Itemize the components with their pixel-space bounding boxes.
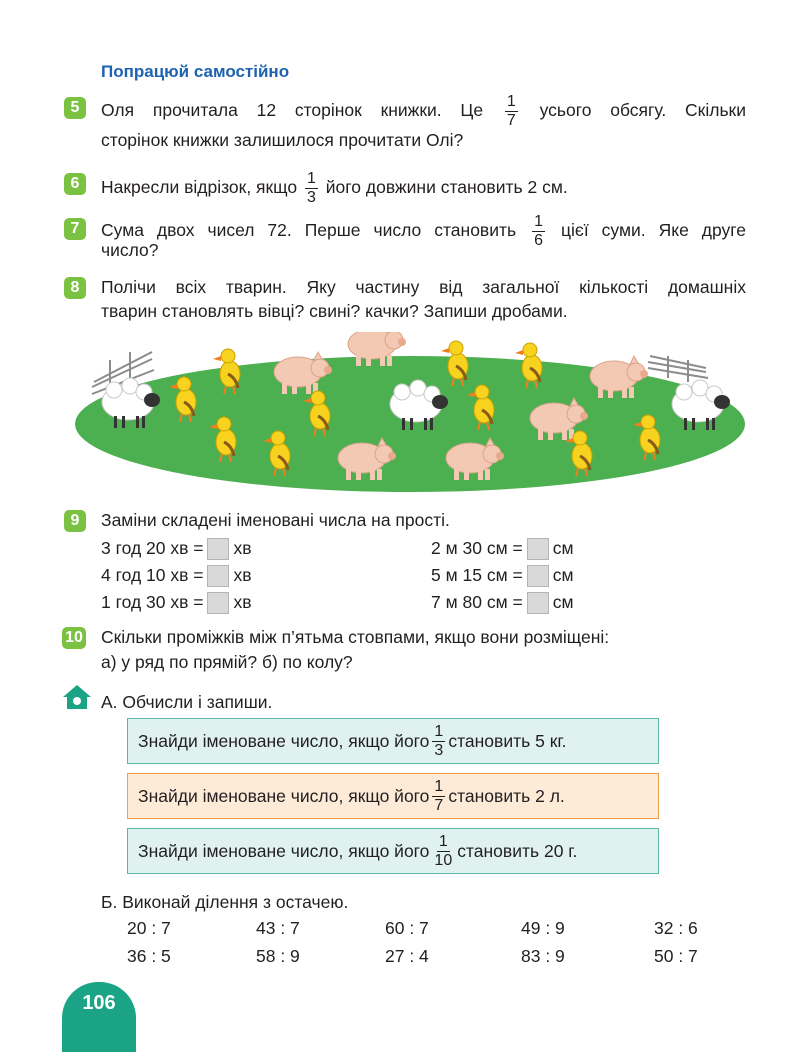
conversion-expression: 2 м 30 см = [431, 538, 523, 558]
fraction-denominator: 10 [434, 851, 453, 869]
task-number-5: 5 [64, 97, 86, 119]
division-expression: 43 : 7 [256, 918, 300, 938]
division-expression: 49 : 9 [521, 918, 565, 938]
division-expression: 50 : 7 [654, 946, 698, 966]
task-5-line2: сторінок книжки залишилося прочитати Олі? [101, 130, 464, 150]
task-7-text-a: Сума двох чисел 72. Перше число становить [101, 220, 517, 241]
division-expression: 58 : 9 [256, 946, 300, 966]
fraction-numerator: 1 [434, 722, 444, 740]
conversion-unit: хв [233, 538, 252, 558]
division-expression: 83 : 9 [521, 946, 565, 966]
conversion-expression: 1 год 30 хв = [101, 592, 204, 612]
conversion-row [431, 536, 573, 561]
task-number-10: 10 [62, 627, 86, 649]
homework-box [127, 828, 659, 874]
conversion-row [101, 563, 252, 588]
answer-box[interactable] [207, 538, 229, 560]
box-text-a: Знайди іменоване число, якщо його [138, 785, 430, 806]
task-6-text-a: Накресли відрізок, якщо [101, 177, 298, 198]
task-8-line2: тварин становлять вівці? свині? качки? Запиши дробами. [101, 301, 568, 321]
task-10-line1: Скільки проміжків між п’ятьма стовпами, якщо вони розміщені: [101, 627, 610, 647]
fraction-numerator: 1 [506, 93, 516, 110]
fraction-denominator: 3 [434, 741, 444, 759]
task-number-6: 6 [64, 173, 86, 195]
homework-part-a-label: А. Обчисли і запиши. [101, 692, 273, 712]
page-number: 106 [82, 992, 116, 1014]
conversion-expression: 4 год 10 хв = [101, 565, 204, 585]
box-text-a: Знайди іменоване число, якщо його [138, 840, 430, 861]
fraction-numerator: 1 [434, 777, 444, 795]
task-10-line2: а) у ряд по прямій? б) по колу? [101, 652, 353, 672]
division-expression: 32 : 6 [654, 918, 698, 938]
conversion-row [431, 590, 573, 615]
task-8-line1: Полічи всіх тварин. Яку частину від загальної кількості домашніх [101, 277, 746, 297]
task-5-line1 [101, 94, 746, 129]
conversion-unit: хв [233, 592, 252, 612]
conversion-row [431, 563, 573, 588]
fraction-denominator: 3 [307, 189, 316, 206]
answer-box[interactable] [527, 538, 549, 560]
home-icon [62, 684, 92, 710]
answer-box[interactable] [527, 592, 549, 614]
division-expression: 36 : 5 [127, 946, 171, 966]
task-6 [101, 171, 746, 206]
box-text-b: становить 2 л. [448, 785, 565, 806]
fraction-denominator: 7 [506, 112, 516, 129]
task-7-text-b: цієї суми. Яке друге [560, 220, 746, 241]
box-text-a: Знайди іменоване число, якщо його [138, 730, 430, 751]
section-heading: Попрацюй самостійно [101, 62, 290, 81]
conversion-unit: см [552, 592, 574, 612]
fraction [432, 779, 445, 814]
homework-part-b-label: Б. Виконай ділення з остачею. [101, 892, 349, 912]
task-number-7: 7 [64, 218, 86, 240]
division-expression: 20 : 7 [127, 918, 171, 938]
conversion-expression: 5 м 15 см = [431, 565, 523, 585]
fraction-numerator: 1 [307, 170, 316, 187]
fraction [432, 834, 454, 869]
fraction [432, 724, 445, 759]
conversion-unit: хв [233, 565, 252, 585]
fraction-numerator: 1 [438, 832, 448, 850]
task-6-text-b: його довжини становить 2 см. [325, 177, 568, 198]
division-expression: 60 : 7 [385, 918, 429, 938]
division-expression: 27 : 4 [385, 946, 429, 966]
fraction [505, 94, 518, 129]
conversion-unit: см [552, 538, 574, 558]
conversion-row [101, 590, 252, 615]
task-7-line2: число? [101, 240, 159, 260]
conversion-expression: 7 м 80 см = [431, 592, 523, 612]
fraction-numerator: 1 [534, 213, 544, 230]
fraction-denominator: 6 [534, 232, 544, 249]
box-text-b: становить 5 кг. [448, 730, 567, 751]
fraction-denominator: 7 [434, 796, 444, 814]
conversion-row [101, 536, 252, 561]
task-number-8: 8 [64, 277, 86, 299]
conversion-expression: 3 год 20 хв = [101, 538, 204, 558]
answer-box[interactable] [207, 592, 229, 614]
homework-box [127, 718, 659, 764]
farm-animals-illustration [70, 332, 750, 497]
task-number-9: 9 [64, 510, 86, 532]
conversion-unit: см [552, 565, 574, 585]
box-text-b: становить 20 г. [457, 840, 578, 861]
fraction [305, 171, 318, 206]
task-5-text-a: Оля прочитала 12 сторінок книжки. Це [101, 100, 484, 121]
task-5-text-b: усього обсягу. Скільки [539, 100, 746, 121]
answer-box[interactable] [527, 565, 549, 587]
answer-box[interactable] [207, 565, 229, 587]
task-9-text: Заміни складені іменовані числа на прості. [101, 510, 450, 530]
homework-box [127, 773, 659, 819]
